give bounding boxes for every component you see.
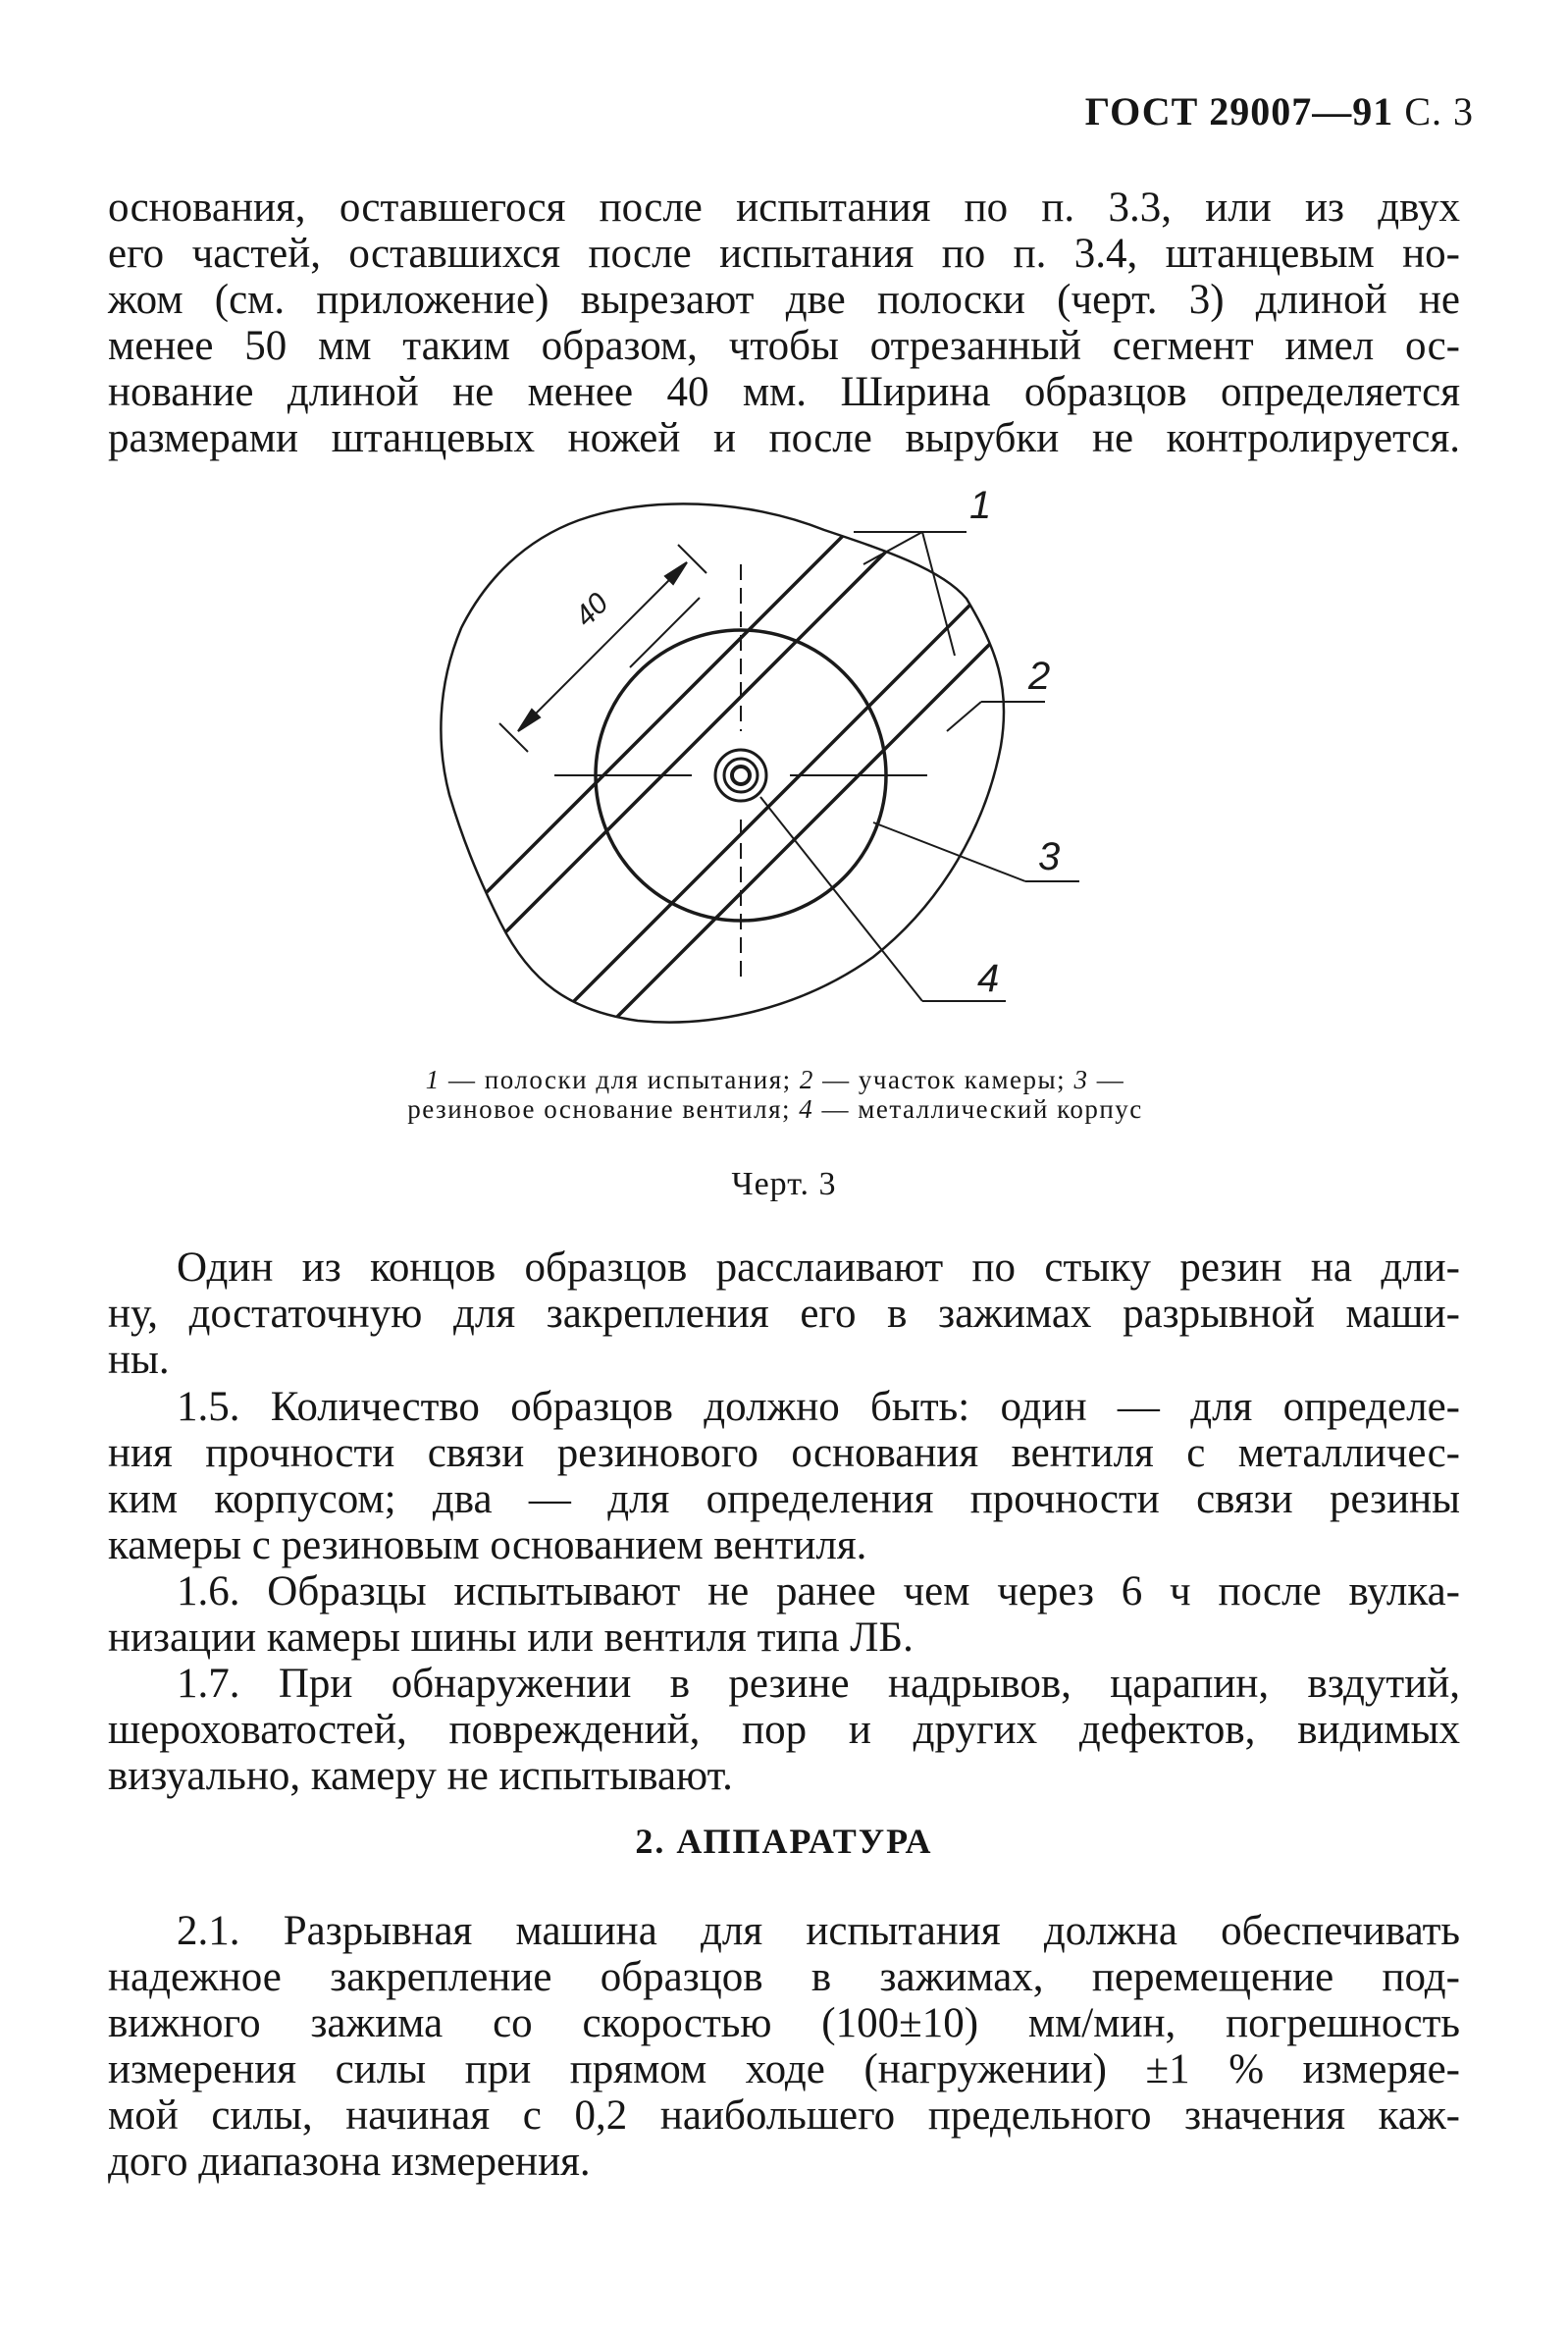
paragraph-1-5 xyxy=(108,1384,1460,1568)
dimension-40 xyxy=(499,545,706,752)
text-line: ким корпусом; два — для определения прочности связи резины xyxy=(108,1476,1460,1522)
text-line: визуально, камеру не испытывают. xyxy=(108,1753,733,1799)
label-1: 1 xyxy=(969,484,992,527)
text-line: ния прочности связи резинового основания вентиля с металличес- xyxy=(108,1430,1460,1476)
text-line: Один из концов образцов расслаивают по стыку резин на дли- xyxy=(177,1244,1460,1291)
text-line: ну, достаточную для закрепления его в зажимах разрывной маши- xyxy=(108,1291,1460,1337)
paragraph-ends xyxy=(108,1244,1460,1383)
tube-section-outline xyxy=(441,503,1004,1022)
text-line: 1.7. При обнаружении в резине надрывов, царапин, вздутий, xyxy=(177,1661,1460,1707)
section-title: 2. АППАРАТУРА xyxy=(635,1822,933,1861)
paragraph-2-1 xyxy=(108,1908,1460,2185)
text-line: 1.5. Количество образцов должно быть: один — для определе- xyxy=(177,1384,1460,1430)
paragraph-1-7 xyxy=(108,1661,1460,1799)
text-line: дого диапазона измерения. xyxy=(108,2139,591,2185)
text-line: его частей, оставшихся после испытания по п. 3.4, штанцевым но- xyxy=(108,231,1460,277)
text-line: размерами штанцевых ножей и после вырубки не контролируется. xyxy=(108,415,1460,461)
text-line: 1.6. Образцы испытывают не ранее чем через 6 ч после вулка- xyxy=(177,1568,1460,1614)
dimension-value: 40 xyxy=(568,587,615,633)
text-line: менее 50 мм таким образом, чтобы отрезанный сегмент имел ос- xyxy=(108,323,1460,369)
text-line: мой силы, начиная с 0,2 наибольшего предельного значения каж- xyxy=(108,2092,1460,2139)
text-line: надежное закрепление образцов в зажимах, перемещение под- xyxy=(108,1954,1460,2000)
paragraph-1-6 xyxy=(108,1568,1460,1661)
text-line: камеры с резиновым основанием вентиля. xyxy=(108,1522,867,1568)
text-line: низации камеры шины или вентиля типа ЛБ. xyxy=(108,1614,914,1661)
figure-caption: 1 — полоски для испытания; 2 — участок камеры; 3 — резиновое основание вентиля; 4 — металлический корпус xyxy=(407,1065,1143,1124)
text-line: 2.1. Разрывная машина для испытания должна обеспечивать xyxy=(177,1908,1460,1954)
label-2: 2 xyxy=(1028,655,1051,698)
text-line: вижного зажима со скоростью (100±10) мм/мин, погрешность xyxy=(108,2000,1460,2046)
page-number: С. 3 xyxy=(1404,89,1474,133)
metal-body xyxy=(715,750,766,801)
label-4: 4 xyxy=(977,957,1000,1000)
center-lines xyxy=(554,564,927,981)
text-line: шероховатостей, повреждений, пор и других дефектов, видимых xyxy=(108,1707,1460,1753)
drawing-3 xyxy=(412,481,1099,1050)
intro-paragraph xyxy=(108,185,1460,461)
page-header xyxy=(1085,88,1474,134)
text-line: измерения силы при прямом ходе (нагружении) ±1 % измеряе- xyxy=(108,2046,1460,2092)
gost-number: ГОСТ 29007—91 xyxy=(1084,89,1394,133)
text-line: ны. xyxy=(108,1337,170,1383)
text-line: жом (см. приложение) вырезают две полоски (черт. 3) длиной не xyxy=(108,277,1460,323)
text-line: основания, оставшегося после испытания по п. 3.3, или из двух xyxy=(108,185,1460,231)
label-3: 3 xyxy=(1038,835,1061,878)
figure-title: Черт. 3 xyxy=(731,1166,837,1202)
text-line: нование длиной не менее 40 мм. Ширина образцов определяется xyxy=(108,369,1460,415)
